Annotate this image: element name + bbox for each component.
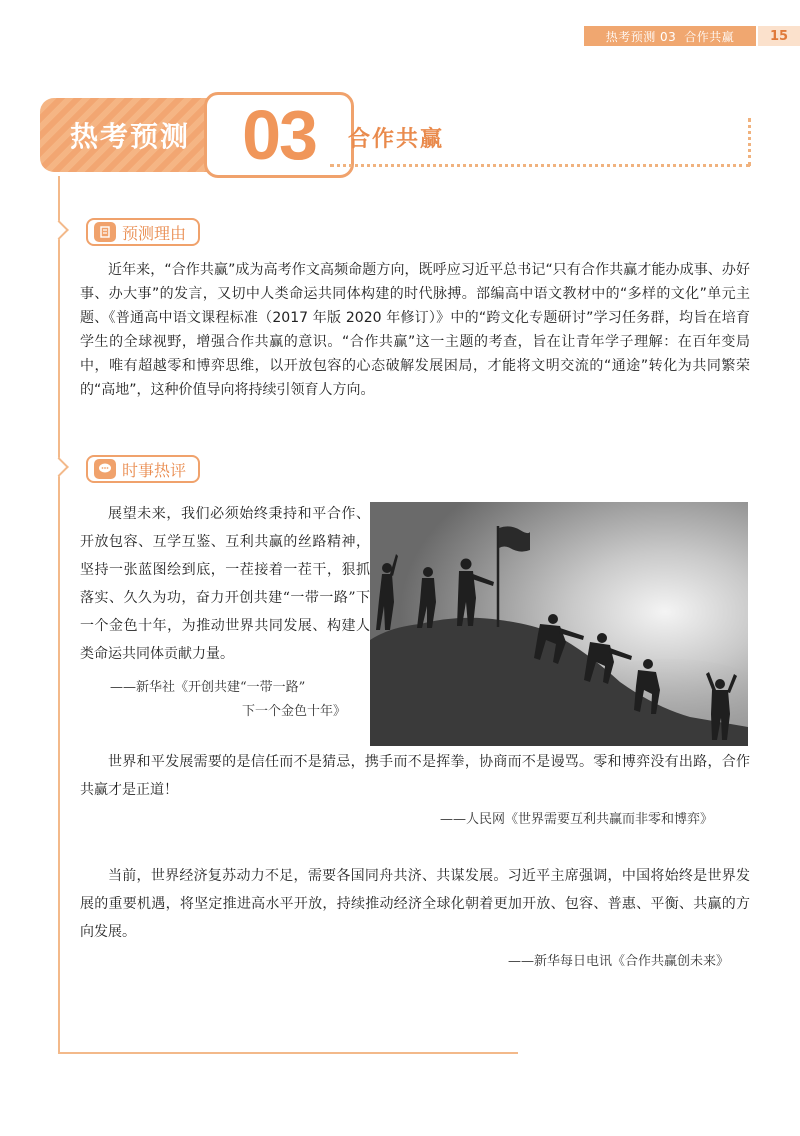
quote-peoples-daily: 世界和平发展需要的是信任而不是猜忌，携手而不是挥拳，协商而不是谩骂。零和博弈没有出路，合作共赢才是正道！ [80, 754, 750, 798]
quote-xinhua-beltroad: 展望未来，我们必须始终秉持和平合作、开放包容、互学互鉴、互利共赢的丝路精神，坚持一张蓝图绘到底，一茬接着一茬干，狠抓落实、久久为功，奋力开创共建“一带一路”下一个金色十年，为推动世界共同发展、构建人类命运共同体贡献力量。 [80, 506, 370, 662]
running-header-section: 热考预测 03 [605, 29, 677, 44]
running-header-title [584, 26, 756, 46]
page-number: 15 [758, 26, 800, 46]
running-header-topic: 合作共赢 [684, 29, 735, 44]
section-title: 时事热评 [122, 460, 187, 480]
left-frame-line [58, 176, 60, 1052]
dotted-divider-vertical [748, 118, 751, 166]
quote-source: 下一个金色十年》 [242, 704, 347, 719]
section-title: 预测理由 [122, 223, 187, 243]
running-header [584, 26, 800, 46]
frame-arrow-icon [49, 220, 69, 240]
document-icon [94, 222, 116, 242]
bottom-frame-line [58, 1052, 518, 1054]
banner-label: 热考预测 [40, 98, 220, 172]
banner-subtitle: 合作共赢 [348, 127, 445, 152]
dotted-divider [330, 164, 750, 167]
frame-arrow-icon [49, 457, 69, 477]
quote-source: ——新华每日电讯《合作共赢创未来》 [508, 954, 730, 969]
reason-paragraph: 近年来，“合作共赢”成为高考作文高频命题方向，既呼应习近平总书记“只有合作共赢才能办成事、办好事、办大事”的发言，又切中人类命运共同体构建的时代脉搏。部编高中语文教材中的“多样的文化”单元主题、《普通高中语文课程标准（2017 年版 2020 年修订）》中的“跨文化专题研讨”学习任务群，均旨在培育学生的全球视野，增强合作共赢的意识。“合作共赢”这一主题的考查，旨在让青年学子理解：在百年变局中，唯有超越零和博弈思维，以开放包容的心态破解发展困局，才能将文明交流的“通途”转化为共同繁荣的“高地”，这种价值导向将持续引领育人方向。 [80, 262, 750, 398]
quote-source: ——新华社《开创共建“一带一路” [110, 680, 306, 695]
title-banner [40, 92, 330, 178]
teamwork-climbing-photo [370, 502, 748, 746]
quote-xinhua-daily: 当前，世界经济复苏动力不足，需要各国同舟共济、共谋发展。习近平主席强调，中国将始终是世界发展的重要机遇，将坚定推进高水平开放，持续推动经济全球化朝着更加开放、包容、普惠、平衡、共赢的方向发展。 [80, 868, 750, 940]
section-tag-reason [86, 218, 200, 246]
banner-number: 03 [204, 92, 354, 178]
speech-bubble-icon [94, 459, 116, 479]
section-tag-commentary [86, 455, 200, 483]
quote-source: ——人民网《世界需要互利共赢而非零和博弈》 [440, 812, 714, 827]
